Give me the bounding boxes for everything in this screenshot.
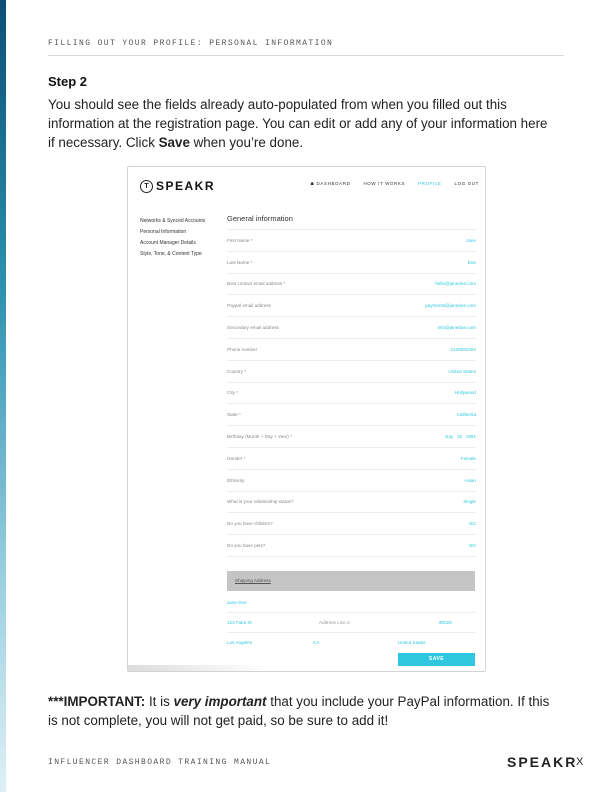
page-header: FILLING OUT YOUR PROFILE: PERSONAL INFORMATION bbox=[48, 39, 334, 48]
shipping-name[interactable]: Jane Doe bbox=[227, 600, 247, 605]
nav-profile[interactable]: PROFILE bbox=[418, 181, 442, 186]
field-relationship[interactable]: What is your relationship status? Single bbox=[227, 492, 476, 514]
shipping-address-title[interactable]: Shipping Address bbox=[235, 578, 271, 583]
speakr-logo-icon: T bbox=[140, 180, 153, 193]
field-contact-email[interactable]: Best contact email address * hello@janedoe.com bbox=[227, 274, 476, 296]
speakr-logo-text: SPEAKR bbox=[156, 179, 216, 193]
sidebar-item-account-manager[interactable]: Account Manager Details bbox=[140, 240, 196, 246]
shipping-city-row bbox=[227, 633, 475, 652]
field-birthday[interactable]: Birthday (Month + Day + Year) * July 15 1991 bbox=[227, 426, 476, 448]
field-first-name[interactable]: First Name * Jane bbox=[227, 230, 476, 252]
important-text-1: It is bbox=[145, 694, 174, 709]
home-icon: ☗ bbox=[310, 181, 315, 186]
nav-log-out[interactable]: LOG OUT bbox=[454, 181, 479, 186]
sidebar-item-style-tone[interactable]: Style, Tone, & Content Type bbox=[140, 251, 202, 257]
top-nav bbox=[297, 181, 479, 186]
field-last-name[interactable]: Last Name * Doe bbox=[227, 252, 476, 274]
field-state[interactable]: State * California bbox=[227, 404, 476, 426]
save-button[interactable]: SAVE bbox=[398, 653, 475, 666]
important-lead: ***IMPORTANT: bbox=[48, 694, 146, 709]
shipping-address-header bbox=[227, 571, 475, 591]
form-title: General information bbox=[227, 211, 476, 230]
header-divider bbox=[48, 55, 564, 56]
shipping-address-line-2[interactable]: Address Line 2 bbox=[319, 620, 350, 625]
field-paypal-email[interactable]: Paypal email address payments@janedoe.com bbox=[227, 295, 476, 317]
shipping-address-line-1[interactable]: 123 Fake St bbox=[227, 620, 252, 625]
field-ethnicity[interactable]: Ethnicity Asian bbox=[227, 470, 476, 492]
page-number: X bbox=[576, 756, 584, 768]
general-information-form bbox=[227, 211, 476, 557]
field-pets[interactable]: Do you have pets? NO bbox=[227, 535, 476, 557]
shipping-city[interactable]: Los Angeles bbox=[227, 640, 253, 645]
step-text-1: You should see the fields already auto-populated from when you filled out this information at the registration page. You can edit or add any of your information here if necessary. Click bbox=[48, 97, 548, 150]
speakr-logo[interactable] bbox=[140, 179, 215, 193]
footer-logo: SPEAKR bbox=[507, 754, 578, 770]
important-text-2: that you include your PayPal information. If this is not complete, you will not get paid, so be sure to add it! bbox=[48, 694, 550, 728]
step-title: Step 2 bbox=[48, 74, 88, 89]
field-children[interactable]: Do you have children? NO bbox=[227, 513, 476, 535]
field-phone[interactable]: Phone number 2128881004 bbox=[227, 339, 476, 361]
screenshot-fade bbox=[128, 665, 268, 671]
important-emphasis: very important bbox=[173, 694, 267, 709]
profile-sidebar bbox=[140, 216, 230, 260]
important-note bbox=[48, 692, 558, 730]
sidebar-item-personal-information[interactable]: Personal Information bbox=[140, 229, 187, 235]
footer-title: INFLUENCER DASHBOARD TRAINING MANUAL bbox=[48, 758, 272, 767]
sidebar-item-networks[interactable]: Networks & Synced Accounts bbox=[140, 218, 206, 224]
step-text-2: when you’re done. bbox=[189, 135, 304, 150]
nav-how-it-works[interactable]: HOW IT WORKS bbox=[363, 181, 406, 186]
shipping-name-row[interactable] bbox=[227, 593, 475, 613]
step-instructions bbox=[48, 95, 548, 152]
page-accent-bar bbox=[0, 0, 6, 792]
nav-dashboard[interactable]: ☗ DASHBOARD bbox=[310, 181, 351, 186]
profile-screenshot bbox=[127, 166, 486, 672]
shipping-zip[interactable]: 90028 bbox=[439, 620, 452, 625]
shipping-country[interactable]: United States bbox=[398, 640, 426, 645]
field-secondary-email[interactable]: Secondary email address info@janedoe.com bbox=[227, 317, 476, 339]
field-country[interactable]: Country * United States bbox=[227, 361, 476, 383]
field-gender[interactable]: Gender * Female bbox=[227, 448, 476, 470]
shipping-address-row bbox=[227, 613, 475, 633]
field-city[interactable]: City * Hollywood bbox=[227, 383, 476, 405]
shipping-state[interactable]: CA bbox=[313, 640, 320, 645]
step-save-emphasis: Save bbox=[158, 135, 190, 150]
